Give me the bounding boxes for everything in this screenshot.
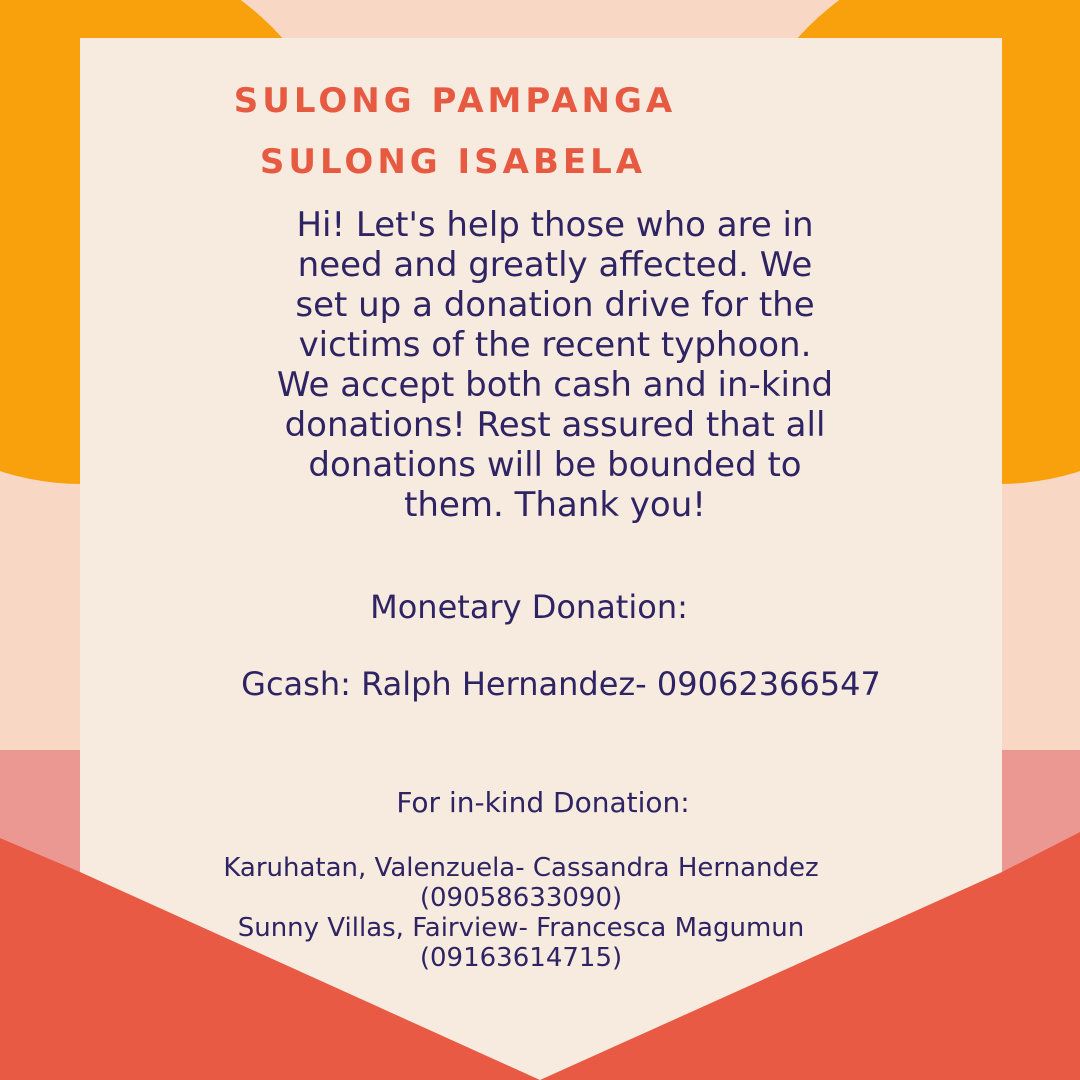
title-sulong-isabela: SULONG ISABELA <box>259 142 647 182</box>
in-kind-dropoff-locations: Karuhatan, Valenzuela- Cassandra Hernandez (09058633090) Sunny Villas, Fairview- Francesca Magumun (09163614715) <box>223 853 819 973</box>
in-kind-donation-heading: For in-kind Donation: <box>396 786 690 819</box>
gcash-account: Gcash: Ralph Hernandez- 09062366547 <box>241 665 881 703</box>
monetary-donation-heading: Monetary Donation: <box>370 588 688 626</box>
intro-message: Hi! Let's help those who are in need and greatly affected. We set up a donation drive for the victims of the recent typhoon. We accept both cash and in-kind donations! Rest assured that all donations will be bounded to them. Thank you! <box>276 205 834 525</box>
title-sulong-pampanga: SULONG PAMPANGA <box>233 81 677 121</box>
info-card <box>80 38 1002 1080</box>
